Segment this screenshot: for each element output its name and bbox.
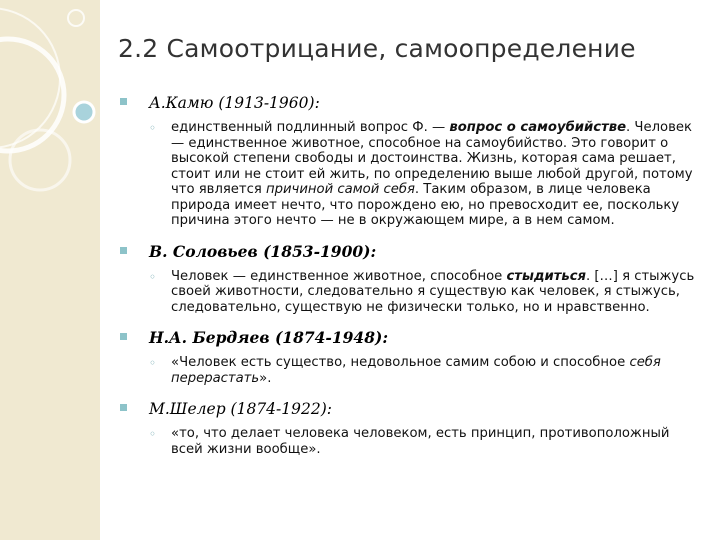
quote-text: [171, 269, 700, 316]
item-heading: [149, 327, 700, 349]
text-segment: Человек — единственное животное, способное: [171, 268, 507, 284]
list-item-scheler: [120, 398, 700, 457]
text-segment: единственный подлинный вопрос Ф. —: [171, 120, 450, 135]
ring-bullet-icon: ◦: [149, 427, 157, 441]
emphasis-segment: причиной самой себя: [265, 182, 415, 197]
square-bullet-icon: [120, 247, 127, 254]
quote-text: [171, 355, 700, 386]
ring-bullet-icon: ◦: [149, 356, 157, 370]
list-item-solovyov: [120, 241, 700, 316]
text-segment: . Таким образом, в лице человека природа имеет нечто, что порождено ею, но превосходит ее, поскольку причина этого нечто — не в окружающем мире, а в нем самом.: [171, 182, 680, 228]
item-heading: [149, 92, 700, 114]
heading-suffix: :: [314, 94, 320, 112]
emphasis-segment: вопрос о самоубийстве: [449, 120, 627, 135]
decorative-side-band: [0, 0, 100, 540]
heading-suffix: :: [326, 400, 333, 418]
quote-text: [171, 426, 700, 457]
square-bullet-icon: [120, 404, 127, 411]
ring-bullet-icon: ◦: [149, 121, 157, 135]
square-bullet-icon: [120, 98, 127, 105]
quote-text: [171, 120, 700, 229]
philosopher-name: Н.А. Бердяев (1874-1948):: [149, 328, 389, 347]
item-heading: [149, 241, 700, 263]
list-item-camus: [120, 92, 700, 229]
emphasis-segment: себя перерастать: [171, 355, 661, 386]
sub-bullet: [149, 355, 700, 386]
slide-title: 2.2 Самоотрицание, самоопределение: [118, 34, 636, 63]
square-bullet-icon: [120, 333, 127, 340]
emphasis-segment: стыдиться: [506, 268, 587, 284]
bullet-list: [120, 92, 700, 457]
philosopher-name: М.Шелер (1874-1922): [149, 400, 327, 418]
text-segment: «то, что делает человека человеком, есть принцип, противоположный всей жизни вообще».: [171, 426, 670, 457]
sub-bullet: [149, 120, 700, 229]
text-segment: ».: [259, 370, 272, 386]
sub-bullet: [149, 269, 700, 316]
text-segment: «Человек есть существо, недовольное самим собою и способное: [171, 355, 630, 370]
item-heading: [149, 398, 700, 420]
sub-bullet: [149, 426, 700, 457]
text-segment: . […] я стыжусь своей животности, следовательно я существую как человек, я стыжусь, следовательно, существую не физически только, но и нравственно.: [171, 268, 695, 315]
philosopher-name: В. Соловьев (1853-1900):: [149, 241, 377, 261]
philosopher-name: А.Камю (1913-1960): [149, 94, 315, 112]
ring-bullet-icon: ◦: [149, 269, 157, 284]
list-item-berdyaev: [120, 327, 700, 386]
text-segment: . Человек — единственное животное, способное на самоубийство. Это говорит о высокой степени свободы и достоинства. Жизнь, которая сама решает, стоит или не стоит ей жить, по определению выше любой другой, потому что является: [171, 120, 693, 197]
